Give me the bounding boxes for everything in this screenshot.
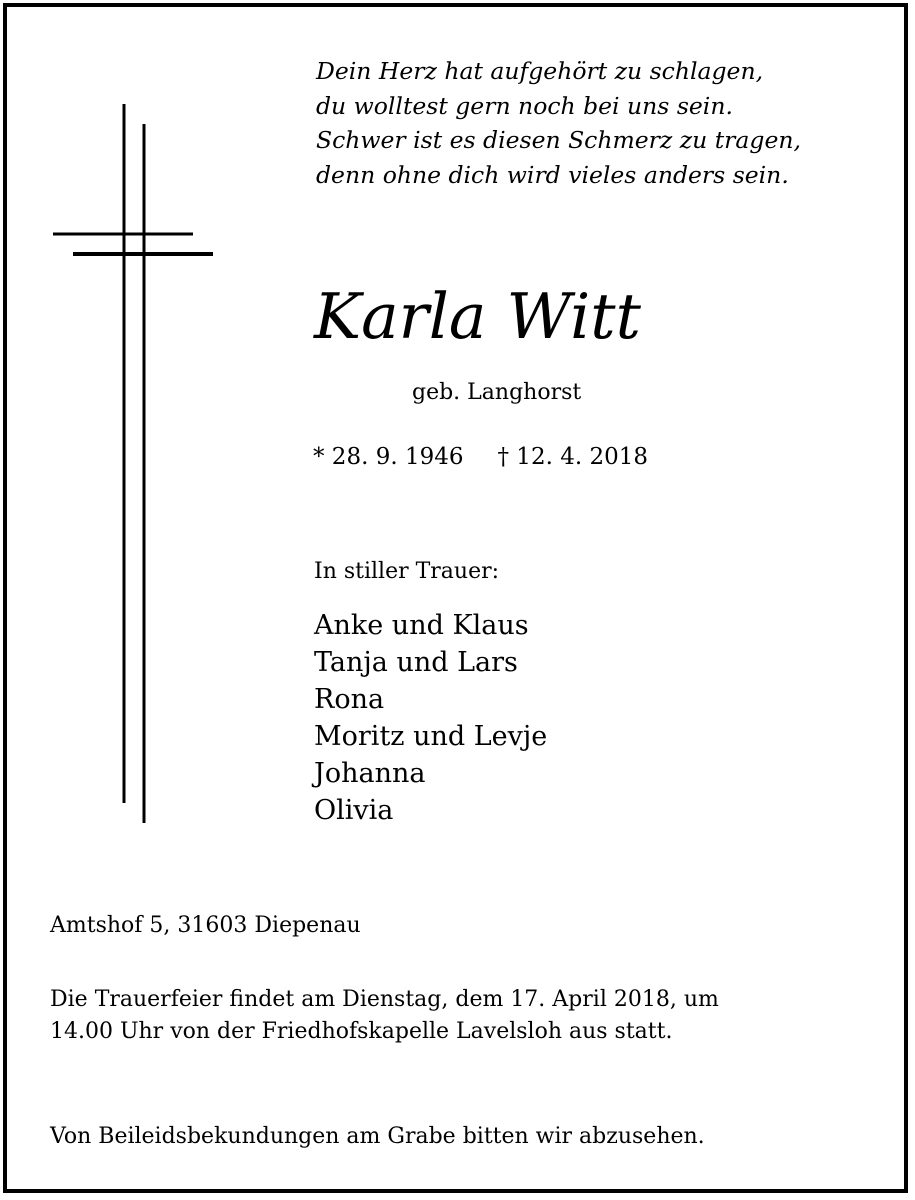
- deceased-name: Karla Witt: [314, 280, 641, 353]
- mourner: Rona: [314, 684, 385, 715]
- mourner: Tanja und Lars: [314, 647, 518, 678]
- address: Amtshof 5, 31603 Diepenau: [50, 913, 361, 938]
- ceremony-info: [50, 984, 719, 1048]
- poem-line: denn ohne dich wird vieles anders sein.: [316, 160, 789, 189]
- ceremony-line: Die Trauerfeier findet am Dienstag, dem 17. April 2018, um: [50, 987, 719, 1012]
- poem-line: du wolltest gern noch bei uns sein.: [316, 91, 733, 120]
- death-date: † 12. 4. 2018: [497, 444, 648, 470]
- poem: [316, 54, 801, 192]
- ceremony-line: 14.00 Uhr von der Friedhofskapelle Lavelsloh aus statt.: [50, 1019, 673, 1044]
- mourner: Olivia: [314, 795, 394, 826]
- mourner: Johanna: [314, 758, 426, 789]
- mourner: Anke und Klaus: [314, 610, 529, 641]
- maiden-name: geb. Langhorst: [412, 380, 582, 405]
- life-dates: [313, 441, 648, 473]
- mourning-intro: In stiller Trauer:: [314, 559, 500, 584]
- poem-line: Schwer ist es diesen Schmerz zu tragen,: [316, 126, 801, 154]
- birth-date: * 28. 9. 1946: [313, 444, 464, 470]
- mourner: Moritz und Levje: [314, 721, 548, 752]
- mourners-list: [314, 607, 547, 829]
- condolence-notice: Von Beileidsbekundungen am Grabe bitten wir abzusehen.: [50, 1124, 705, 1149]
- poem-line: Dein Herz hat aufgehört zu schlagen,: [316, 57, 764, 85]
